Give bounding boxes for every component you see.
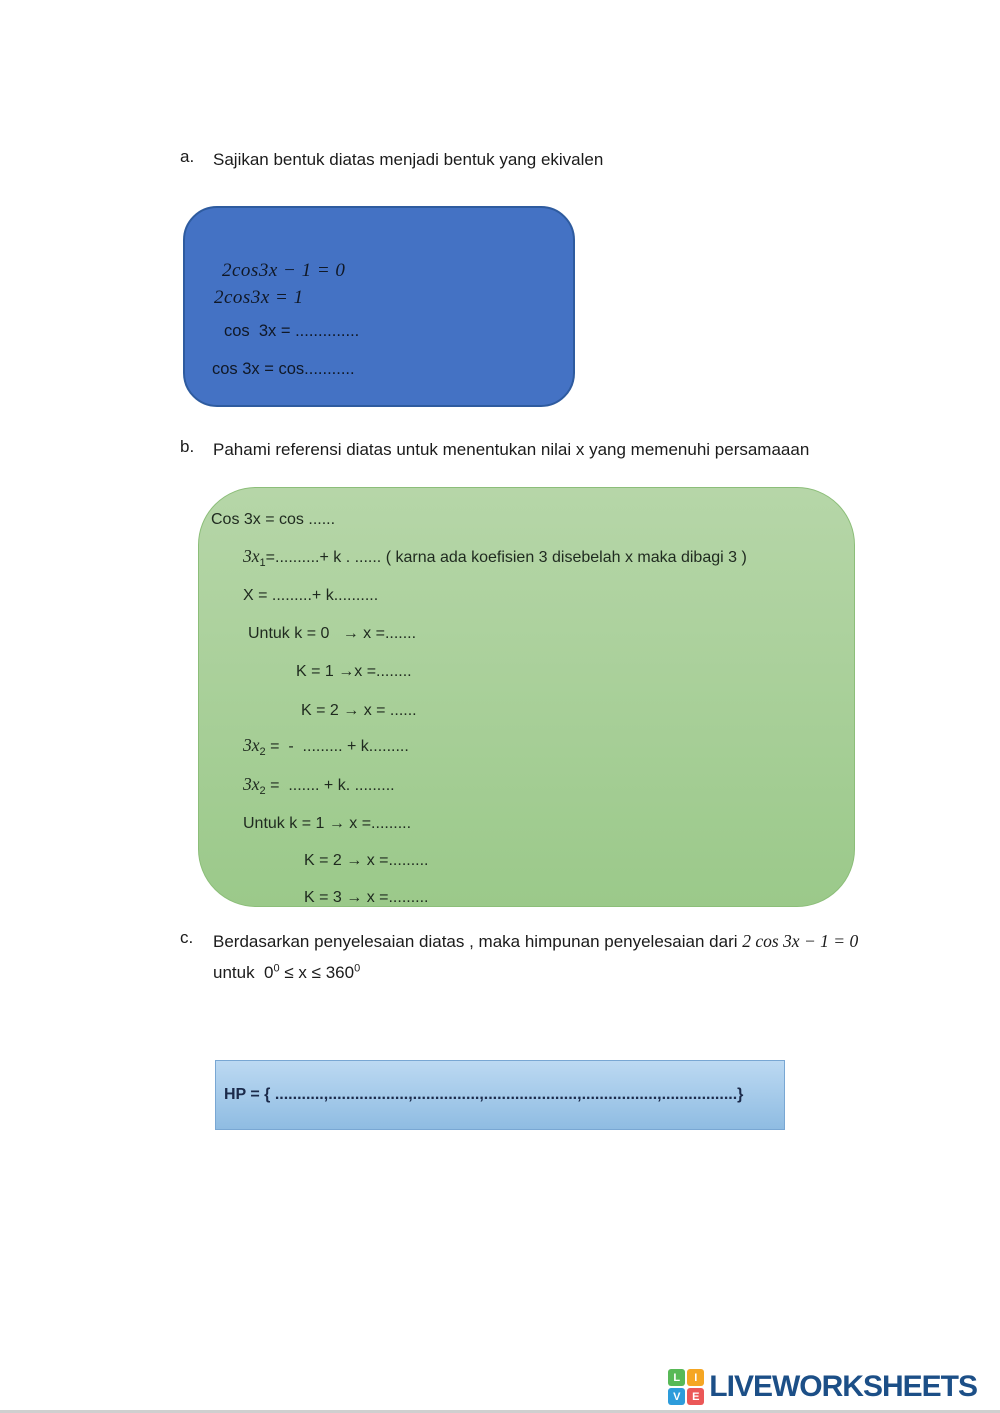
- section-a: [180, 147, 603, 173]
- logo-square-i: I: [687, 1369, 704, 1386]
- equation-line-3: cos 3x = ..............: [224, 322, 360, 340]
- working-line: $3x_1=..........+ k$ . ...... ( karna ada koefisien 3 disebelah x maka dibagi 3 ): [243, 546, 747, 570]
- working-line: K = 1 →x =........: [296, 663, 412, 680]
- working-line: $3x_2$ = ....... + k. .........: [243, 774, 395, 798]
- equation-line-4: cos 3x = cos...........: [212, 360, 355, 378]
- working-line: K = 3 → x =.........: [304, 889, 429, 906]
- liveworksheets-wordmark: LIVEWORKSHEETS: [709, 1370, 977, 1403]
- section-c-range: untuk $0^0 \le x \le 360^0$: [213, 962, 361, 982]
- hp-answer-text: HP = { ...........,..................,...............,.....................,.................,.................}: [224, 1086, 744, 1103]
- equation-line-2: 2cos3x = 1: [214, 287, 304, 308]
- logo-square-v: V: [668, 1388, 685, 1405]
- section-b-text: Pahami referensi diatas untuk menentukan nilai x yang memenuhi persamaaan: [213, 440, 810, 459]
- section-c-label: c.: [180, 928, 194, 947]
- section-a-text: Sajikan bentuk diatas menjadi bentuk yang ekivalen: [213, 150, 604, 169]
- equation-line-1: 2cos3x − 1 = 0: [222, 260, 346, 281]
- section-a-label: a.: [180, 147, 195, 166]
- working-line: Untuk k = 1 → x =.........: [243, 815, 412, 832]
- working-line: Untuk k = 0 → x =.......: [248, 625, 417, 642]
- liveworksheets-logo-icon: [668, 1369, 704, 1405]
- equation-box-blue: [183, 206, 575, 407]
- working-box-green: [198, 487, 855, 907]
- logo-square-l: L: [668, 1369, 685, 1386]
- section-b: [180, 437, 809, 463]
- working-line: $3x_2$ = - ......... + k.........: [243, 735, 409, 759]
- section-c-math: 2 cos 3x − 1 = 0: [742, 931, 859, 951]
- working-line: K = 2 → x =.........: [304, 852, 429, 869]
- section-c-text: Berdasarkan penyelesaian diatas , maka himpunan penyelesaian dari 2 cos 3x − 1 = 0 untuk $0^0 \le x \le 360^0$: [213, 931, 859, 982]
- liveworksheets-logo: [668, 1369, 977, 1405]
- answer-box-hp: [215, 1060, 785, 1130]
- working-line: Cos 3x = cos ......: [211, 511, 336, 528]
- logo-square-e: E: [687, 1388, 704, 1405]
- working-line: X = .........+ k..........: [243, 587, 379, 604]
- section-c: [180, 928, 858, 986]
- section-b-label: b.: [180, 437, 195, 456]
- working-line: K = 2 → x = ......: [301, 702, 417, 719]
